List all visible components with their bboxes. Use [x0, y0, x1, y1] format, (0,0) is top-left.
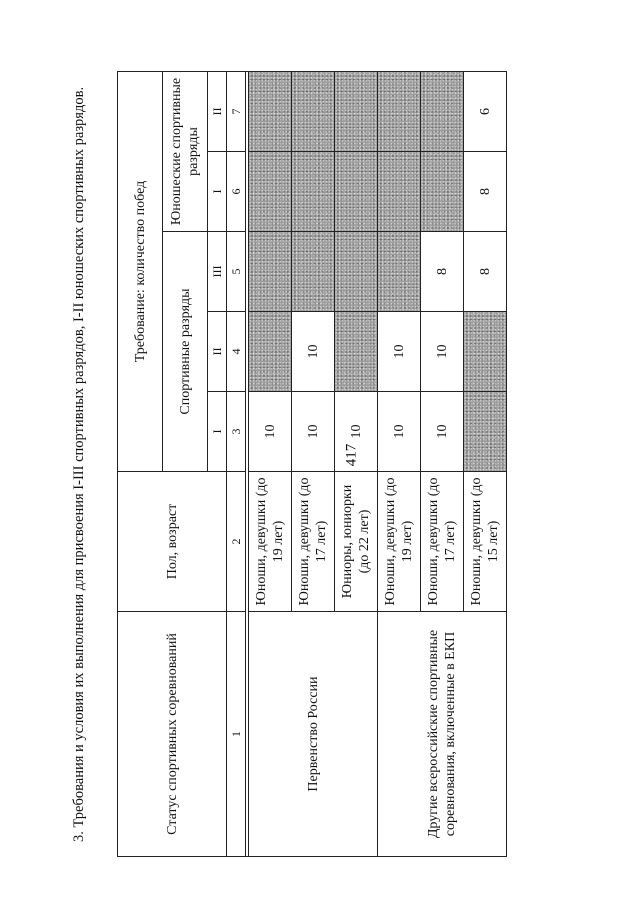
shaded-cell	[292, 232, 335, 312]
header-status: Статус спортивных соревнований	[118, 612, 227, 857]
table-row	[249, 72, 292, 857]
value-cell: 10	[249, 392, 292, 472]
shaded-cell	[378, 152, 421, 232]
shaded-cell	[378, 232, 421, 312]
age-cell: Юниоры, юниорки (до 22 лет)	[335, 472, 378, 612]
shaded-cell	[378, 72, 421, 152]
header-row-1	[118, 72, 163, 857]
shaded-cell	[464, 392, 507, 472]
value-cell: 10	[378, 392, 421, 472]
page-number: 417	[343, 443, 360, 467]
header-rank-i: I	[208, 392, 227, 472]
header-requirement: Требование: количество побед	[118, 72, 163, 472]
column-number: 2	[227, 472, 246, 612]
value-cell: 6	[464, 72, 507, 152]
value-cell: 8	[421, 232, 464, 312]
age-cell: Юноши, девушки (до 17 лет)	[292, 472, 335, 612]
requirements-table-container	[117, 71, 507, 857]
status-cell: Первенство России	[249, 612, 378, 857]
status-cell: Другие всероссийские спортивные соревнования, включенные в ЕКП	[378, 612, 507, 857]
column-number: 7	[227, 72, 246, 152]
table-caption: 3. Требования и условия их выполнения для присвоения I-III спортивных разрядов, I-II юношеских спортивных разрядов.	[71, 86, 87, 842]
header-rank-ii: II	[208, 312, 227, 392]
value-cell: 10	[421, 392, 464, 472]
shaded-cell	[249, 232, 292, 312]
value-cell: 10	[378, 312, 421, 392]
shaded-cell	[249, 152, 292, 232]
column-number-row	[227, 72, 246, 857]
column-number: 4	[227, 312, 246, 392]
column-number: 5	[227, 232, 246, 312]
shaded-cell	[421, 152, 464, 232]
value-cell: 10	[292, 312, 335, 392]
column-number: 6	[227, 152, 246, 232]
table-row	[378, 72, 421, 857]
value-cell: 10	[335, 392, 378, 472]
shaded-cell	[335, 312, 378, 392]
shaded-cell	[249, 72, 292, 152]
value-cell: 10	[421, 312, 464, 392]
value-cell: 8	[464, 152, 507, 232]
shaded-cell	[249, 312, 292, 392]
header-youth-ii: II	[208, 72, 227, 152]
header-sport-ranks: Спортивные разряды	[163, 232, 208, 472]
shaded-cell	[335, 152, 378, 232]
value-cell: 10	[292, 392, 335, 472]
header-youth-ranks: Юношеские спортивные разряды	[163, 72, 208, 232]
shaded-cell	[292, 152, 335, 232]
shaded-cell	[464, 312, 507, 392]
age-cell: Юноши, девушки (до 19 лет)	[249, 472, 292, 612]
column-number: 1	[227, 612, 246, 857]
column-number: 3	[227, 392, 246, 472]
age-cell: Юноши, девушки (до 19 лет)	[378, 472, 421, 612]
header-rank-iii: III	[208, 232, 227, 312]
header-youth-i: I	[208, 152, 227, 232]
value-cell: 8	[464, 232, 507, 312]
shaded-cell	[335, 72, 378, 152]
shaded-cell	[421, 72, 464, 152]
shaded-cell	[335, 232, 378, 312]
shaded-cell	[292, 72, 335, 152]
age-cell: Юноши, девушки (до 15 лет)	[464, 472, 507, 612]
header-gender-age: Пол, возраст	[118, 472, 227, 612]
requirements-table	[117, 71, 507, 857]
age-cell: Юноши, девушки (до 17 лет)	[421, 472, 464, 612]
